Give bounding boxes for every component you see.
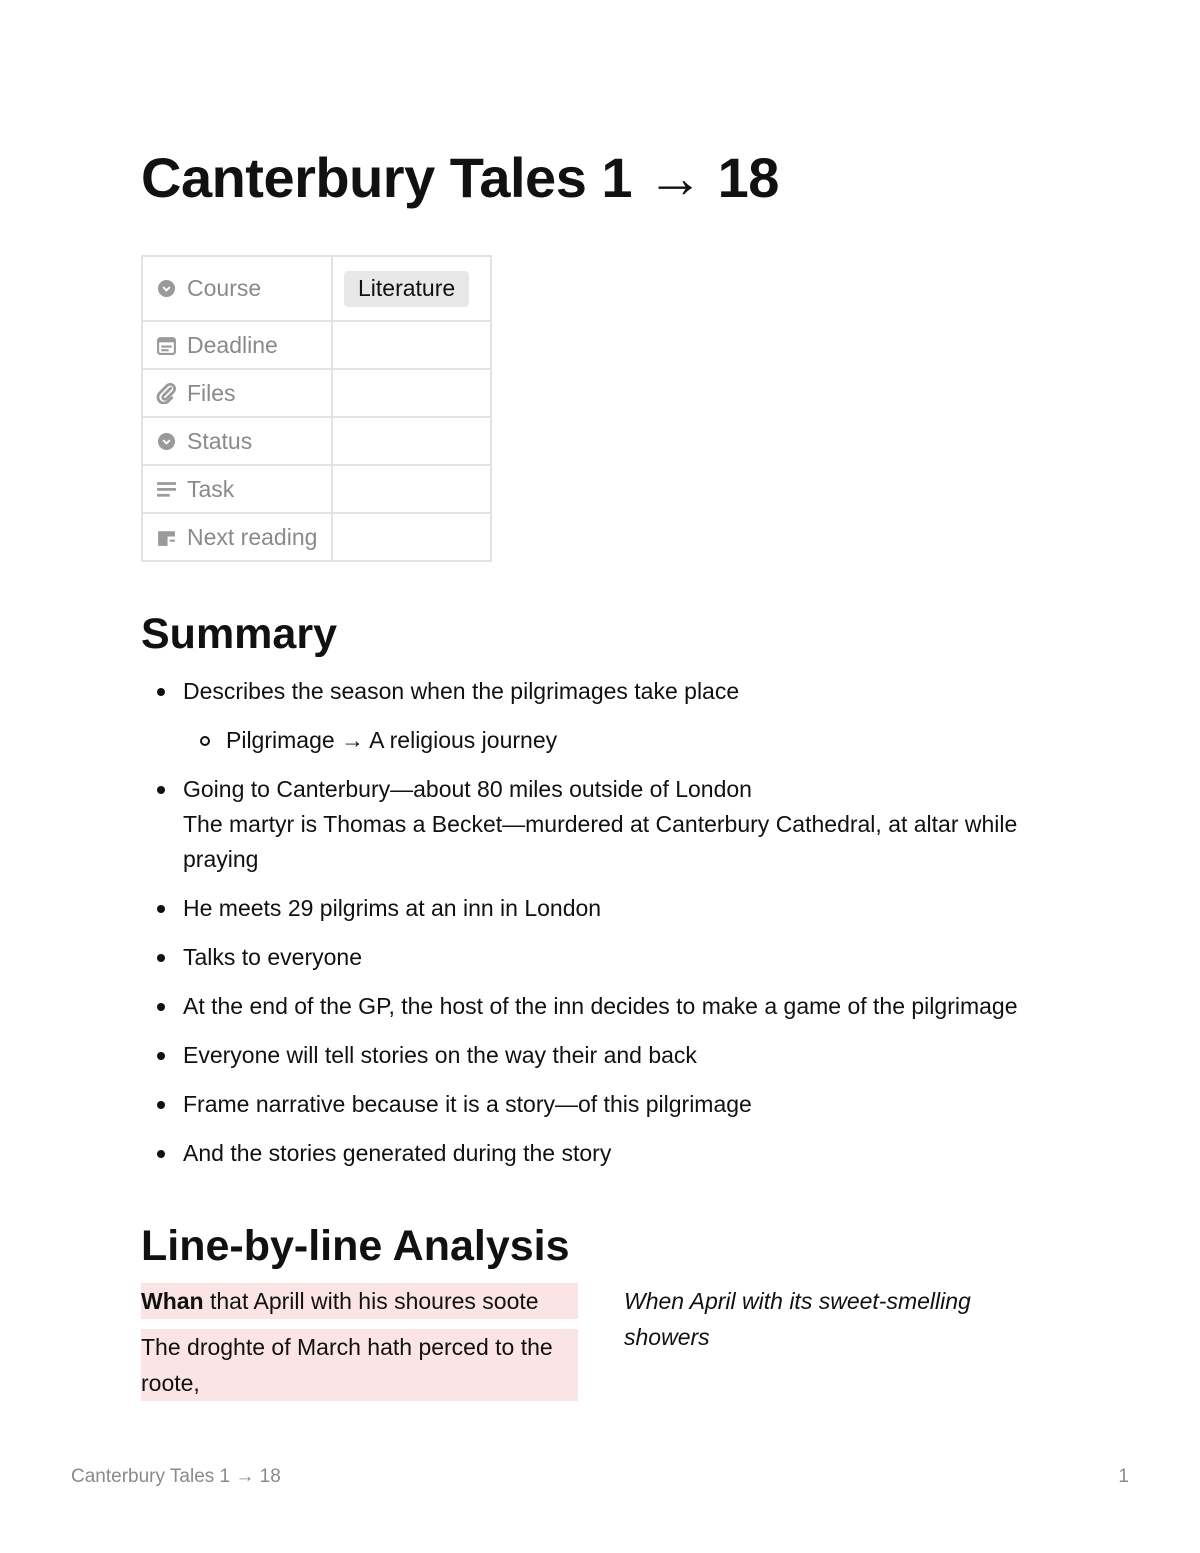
property-key: [142, 513, 332, 561]
summary-heading: Summary: [141, 610, 337, 658]
property-label: Next reading: [187, 523, 318, 550]
list-item-nested: Pilgrimage → A religious journey: [141, 723, 1061, 758]
property-key: [142, 417, 332, 465]
text-lines-icon: [155, 478, 177, 500]
list-item: And the stories generated during the story: [141, 1136, 1061, 1171]
property-value-cell[interactable]: [332, 321, 491, 369]
property-value-cell[interactable]: [332, 417, 491, 465]
list-item: Frame narrative because it is a story—of this pilgrimage: [141, 1087, 1061, 1122]
summary-list: [141, 674, 1061, 1185]
property-row-files[interactable]: [142, 369, 491, 417]
relation-icon: [155, 526, 177, 548]
paperclip-icon: [155, 382, 177, 404]
list-item-continuation: The martyr is Thomas a Becket—murdered at Canterbury Cathedral, at altar while praying: [183, 811, 1018, 872]
property-value-cell[interactable]: [332, 369, 491, 417]
property-key: [142, 369, 332, 417]
analysis-heading: Line-by-line Analysis: [141, 1222, 570, 1270]
original-line: The droghte of March hath perced to the roote,: [141, 1329, 578, 1401]
property-label: Status: [187, 427, 253, 454]
property-label: Deadline: [187, 331, 278, 358]
property-row-next-reading[interactable]: [142, 513, 491, 561]
property-key: [142, 465, 332, 513]
property-label: Task: [187, 475, 235, 502]
page-number: 1: [1118, 1466, 1129, 1487]
list-item: Everyone will tell stories on the way their and back: [141, 1038, 1061, 1073]
property-label: Course: [187, 275, 262, 301]
calendar-icon: [155, 334, 177, 356]
list-item: At the end of the GP, the host of the inn decides to make a game of the pilgrimage: [141, 989, 1061, 1024]
select-icon: [155, 430, 177, 452]
property-row-status[interactable]: [142, 417, 491, 465]
property-row-course[interactable]: [142, 256, 491, 321]
footer-title: Canterbury Tales 1 → 18: [71, 1466, 281, 1487]
properties-table: [141, 255, 492, 562]
property-value-cell[interactable]: [332, 513, 491, 561]
original-line-bold: Whan: [141, 1288, 204, 1314]
property-row-deadline[interactable]: [142, 321, 491, 369]
list-item: Describes the season when the pilgrimages take place: [141, 674, 1061, 709]
property-row-task[interactable]: [142, 465, 491, 513]
select-icon: [155, 278, 177, 300]
property-value-cell[interactable]: [332, 465, 491, 513]
list-item: Talks to everyone: [141, 940, 1061, 975]
translation-text: When April with its sweet-smelling showers: [624, 1288, 971, 1350]
course-tag[interactable]: Literature: [344, 271, 469, 307]
property-key: [142, 256, 332, 321]
original-line: Whan that Aprill with his shoures soote: [141, 1283, 578, 1319]
list-item: Going to Canterbury—about 80 miles outside of London The martyr is Thomas a Becket—murdered at Canterbury Cathedral, at altar while praying: [141, 772, 1061, 877]
property-key: [142, 321, 332, 369]
page-title: Canterbury Tales 1 → 18: [141, 146, 779, 209]
property-label: Files: [187, 379, 236, 406]
list-item: He meets 29 pilgrims at an inn in London: [141, 891, 1061, 926]
property-value-cell[interactable]: [332, 256, 491, 321]
